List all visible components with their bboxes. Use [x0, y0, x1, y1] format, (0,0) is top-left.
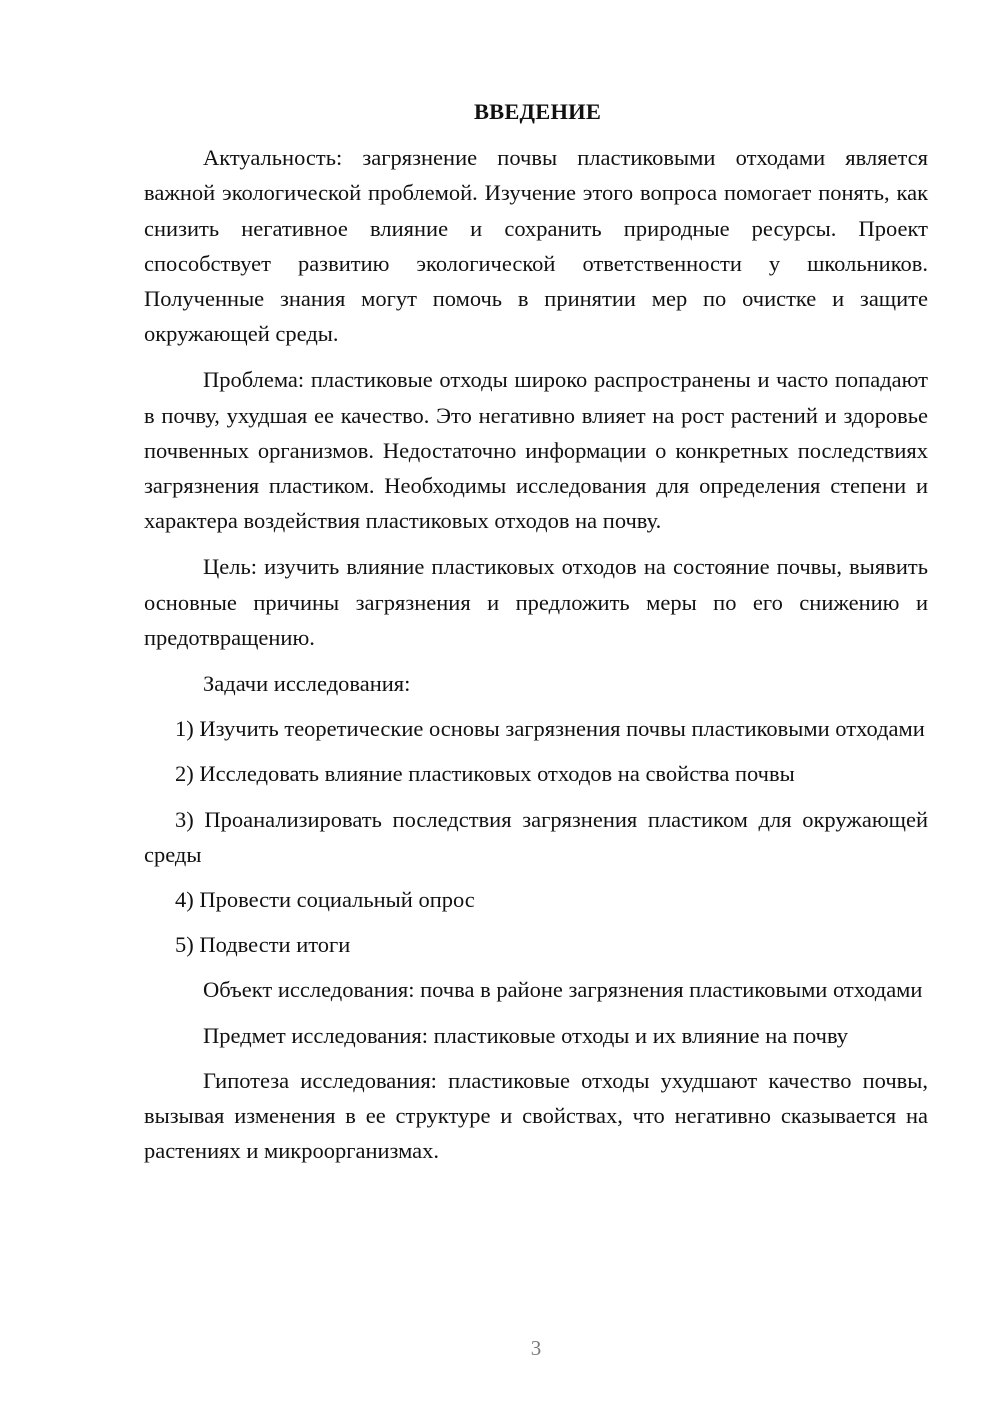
- task-item-4: 4) Провести социальный опрос: [175, 887, 475, 913]
- problem-paragraph: Проблема: пластиковые отходы широко распространены и часто попадают в почву, ухудшая ее качество. Это негативно влияет на рост растений и здоровье почвенных организмов. Недостаточно информации о конкретных последствиях загрязнения пластиком. Необходимы исследования для определения степени и характера воздействия пластиковых отходов на почву.: [144, 367, 928, 534]
- page-body: [144, 94, 928, 1178]
- task-item-5: 5) Подвести итоги: [175, 932, 351, 958]
- task-item-3: 3) Проанализировать последствия загрязнения пластиком для окружающей среды: [144, 806, 928, 867]
- relevance-paragraph: Актуальность: загрязнение почвы пластиковыми отходами является важной экологической проблемой. Изучение этого вопроса помогает понять, как снизить негативное влияние и сохранить природные ресурсы. Проект способствует развитию экологической ответственности у школьников. Полученные знания могут помочь в принятии мер по очистке и защите окружающей среды.: [144, 145, 928, 347]
- goal-paragraph: Цель: изучить влияние пластиковых отходов на состояние почвы, выявить основные причины загрязнения и предложить меры по его снижению и предотвращению.: [144, 554, 928, 650]
- section-heading: ВВЕДЕНИЕ: [473, 99, 602, 124]
- subject-paragraph: Предмет исследования: пластиковые отходы и их влияние на почву: [203, 1022, 849, 1048]
- task-item-1: 1) Изучить теоретические основы загрязнения почвы пластиковыми отходами: [175, 716, 925, 742]
- tasks-title: Задачи исследования:: [203, 671, 411, 697]
- page-number: 3: [530, 1336, 542, 1360]
- object-paragraph: Объект исследования: почва в районе загрязнения пластиковыми отходами: [203, 977, 923, 1003]
- task-item-2: 2) Исследовать влияние пластиковых отходов на свойства почвы: [175, 761, 795, 787]
- hypothesis-paragraph: Гипотеза исследования: пластиковые отходы ухудшают качество почвы, вызывая изменения в ее структуре и свойствах, что негативно сказывается на растениях и микроорганизмах.: [144, 1067, 928, 1164]
